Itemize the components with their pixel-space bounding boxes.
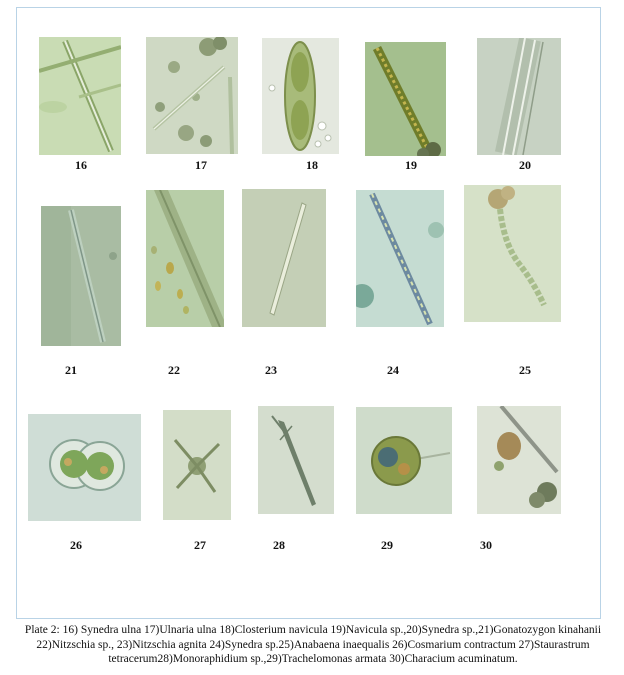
micrograph-28 (258, 406, 334, 514)
micrograph-25 (464, 185, 561, 322)
figure-number-16: 16 (75, 158, 87, 172)
micrograph-26 (28, 414, 141, 521)
micrograph-23 (242, 189, 326, 327)
micrograph-17 (146, 37, 238, 154)
figure-number-28: 28 (273, 538, 285, 552)
micrograph-29 (356, 407, 452, 514)
micrograph-bg (242, 189, 326, 327)
figure-number-20: 20 (519, 158, 531, 172)
micrograph-19 (365, 42, 446, 156)
caption-line-2: 22)Nitzschia sp., 23)Nitzschia agnita 24)Synedra sp.25)Anabaena inaequalis 26)Cosmarium contractum 27)Staurastrum (36, 638, 590, 651)
figure-number-19: 19 (405, 158, 417, 172)
caption-line-1: Plate 2: 16) Synedra ulna 17)Ulnaria ulna 18)Closterium navicula 19)Navicula sp.,20)Synedra sp.,21)Gonatozygon kinahanii (24, 624, 602, 636)
figure-number-21: 21 (65, 363, 77, 377)
plate-caption (14, 623, 612, 667)
figure-number-26: 26 (70, 538, 82, 552)
figure-number-30: 30 (480, 538, 492, 552)
micrograph-16 (39, 37, 121, 155)
micrograph-22 (146, 190, 224, 327)
micrograph-30 (477, 406, 561, 514)
figure-number-23: 23 (265, 363, 277, 377)
figure-number-22: 22 (168, 363, 180, 377)
figure-number-17: 17 (195, 158, 207, 172)
micrograph-24 (356, 190, 444, 327)
micrograph-21 (41, 206, 121, 346)
figure-number-18: 18 (306, 158, 318, 172)
figure-number-27: 27 (194, 538, 206, 552)
caption-line-3: tetracerum28)Monoraphidium sp.,29)Trachelomonas armata 30)Characium acuminatum. (108, 653, 518, 665)
figure-number-29: 29 (381, 538, 393, 552)
micrograph-20 (477, 38, 561, 155)
micrograph-18 (262, 38, 339, 154)
micrograph-27 (163, 410, 231, 520)
figure-number-25: 25 (519, 363, 531, 377)
figure-number-24: 24 (387, 363, 399, 377)
